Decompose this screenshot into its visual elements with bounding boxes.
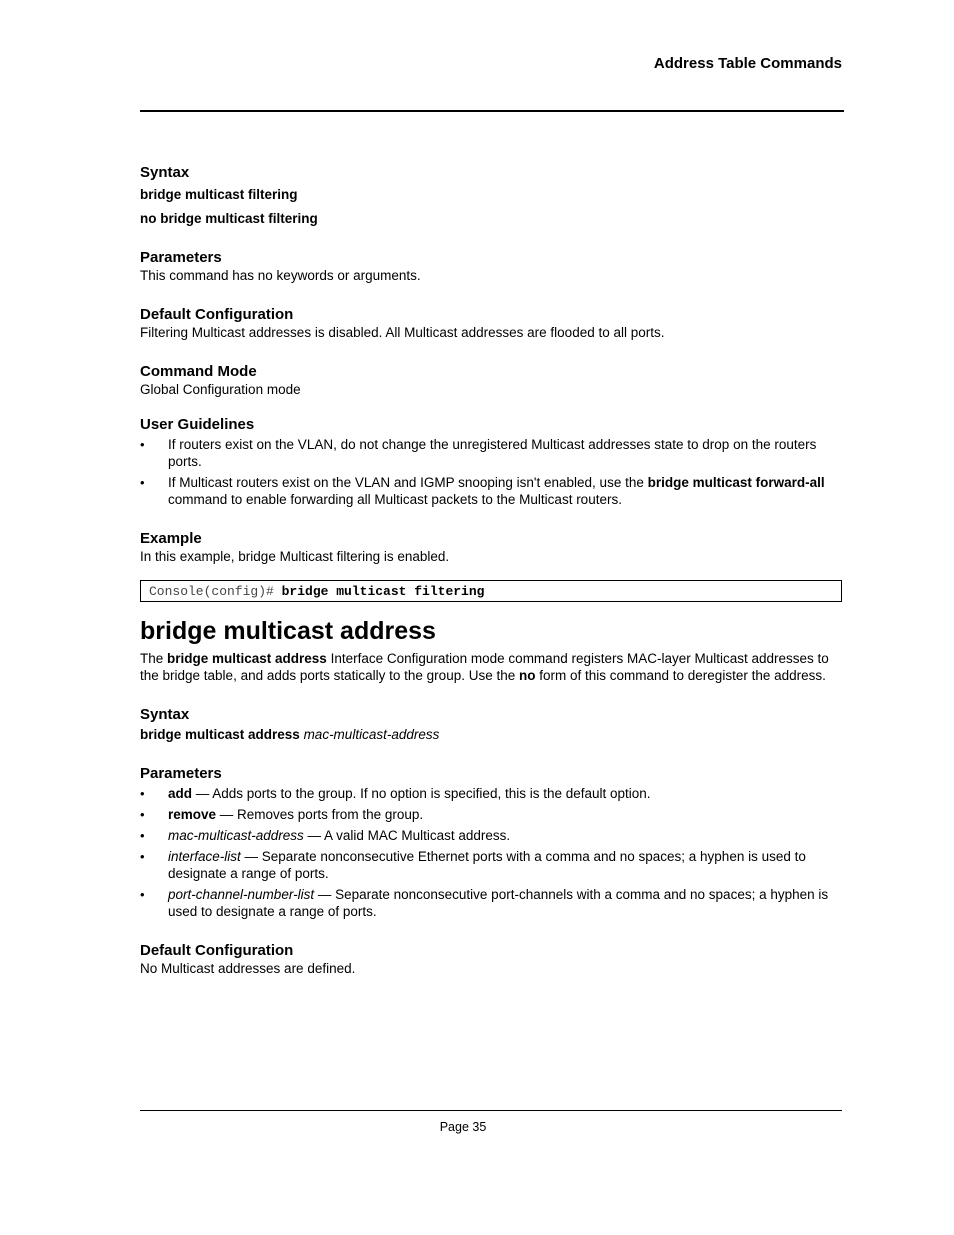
parameters-text: This command has no keywords or arguments. (140, 268, 421, 283)
list-item: • If Multicast routers exist on the VLAN and IGMP snooping isn't enabled, use the bridge multicast forward-all command to enable forwarding all Multicast packets to the Multicast routers. (140, 475, 825, 507)
default-config-heading: Default Configuration (140, 306, 294, 323)
list-item: • interface-list — Separate nonconsecutive Ethernet ports with a comma and no spaces; a hyphen is used to designate a range of ports. (140, 849, 806, 881)
bullet-icon: • (140, 475, 145, 490)
user-guidelines-list (140, 436, 842, 508)
default-config-text: No Multicast addresses are defined. (140, 961, 356, 976)
default-config-text: Filtering Multicast addresses is disabled. All Multicast addresses are flooded to all ports. (140, 325, 665, 340)
footer-rule (140, 1110, 842, 1111)
parameters-heading: Parameters (140, 765, 222, 782)
bullet-icon: • (140, 807, 145, 822)
list-item: • If routers exist on the VLAN, do not change the unregistered Multicast addresses state to drop on the routers ports. (140, 437, 817, 469)
syntax-heading: Syntax (140, 706, 190, 723)
console-command: bridge multicast filtering (281, 584, 485, 599)
syntax-line: bridge multicast filtering (140, 187, 298, 202)
bullet-icon: • (140, 887, 145, 902)
list-item: • add — Adds ports to the group. If no option is specified, this is the default option. (140, 786, 651, 801)
syntax-line: bridge multicast address mac-multicast-address (140, 727, 440, 742)
default-config-heading: Default Configuration (140, 942, 294, 959)
example-text: In this example, bridge Multicast filtering is enabled. (140, 549, 450, 564)
list-item: • port-channel-number-list — Separate nonconsecutive port-channels with a comma and no spaces; a hyphen is used to designate a range of ports. (140, 887, 829, 919)
bullet-icon: • (140, 849, 145, 864)
bullet-icon: • (140, 828, 145, 843)
bullet-icon: • (140, 786, 145, 801)
syntax-heading: Syntax (140, 164, 190, 181)
parameters-heading: Parameters (140, 249, 222, 266)
command-title: bridge multicast address (140, 617, 436, 645)
code-example-box (140, 580, 842, 602)
content (140, 164, 842, 977)
console-prompt: Console(config)# (149, 584, 282, 599)
running-header: Address Table Commands (653, 55, 842, 72)
syntax-line: no bridge multicast filtering (140, 211, 318, 226)
page-number: Page 35 (439, 1120, 487, 1134)
header-rule (140, 110, 844, 112)
command-reference: bridge multicast forward-all (647, 475, 825, 490)
example-heading: Example (140, 530, 202, 547)
command-mode-text: Global Configuration mode (140, 382, 301, 397)
bullet-icon: • (140, 437, 145, 452)
command-intro: The bridge multicast address Interface Configuration mode command registers MAC-layer Multicast addresses to the bridge table, and adds ports statically to the group. Use the no form of this command to deregister the address. (140, 651, 829, 683)
list-item: • remove — Removes ports from the group. (140, 807, 424, 822)
parameters-list (140, 785, 842, 920)
user-guidelines-heading: User Guidelines (140, 416, 255, 433)
list-item: • mac-multicast-address — A valid MAC Multicast address. (140, 828, 511, 843)
command-mode-heading: Command Mode (140, 363, 257, 380)
